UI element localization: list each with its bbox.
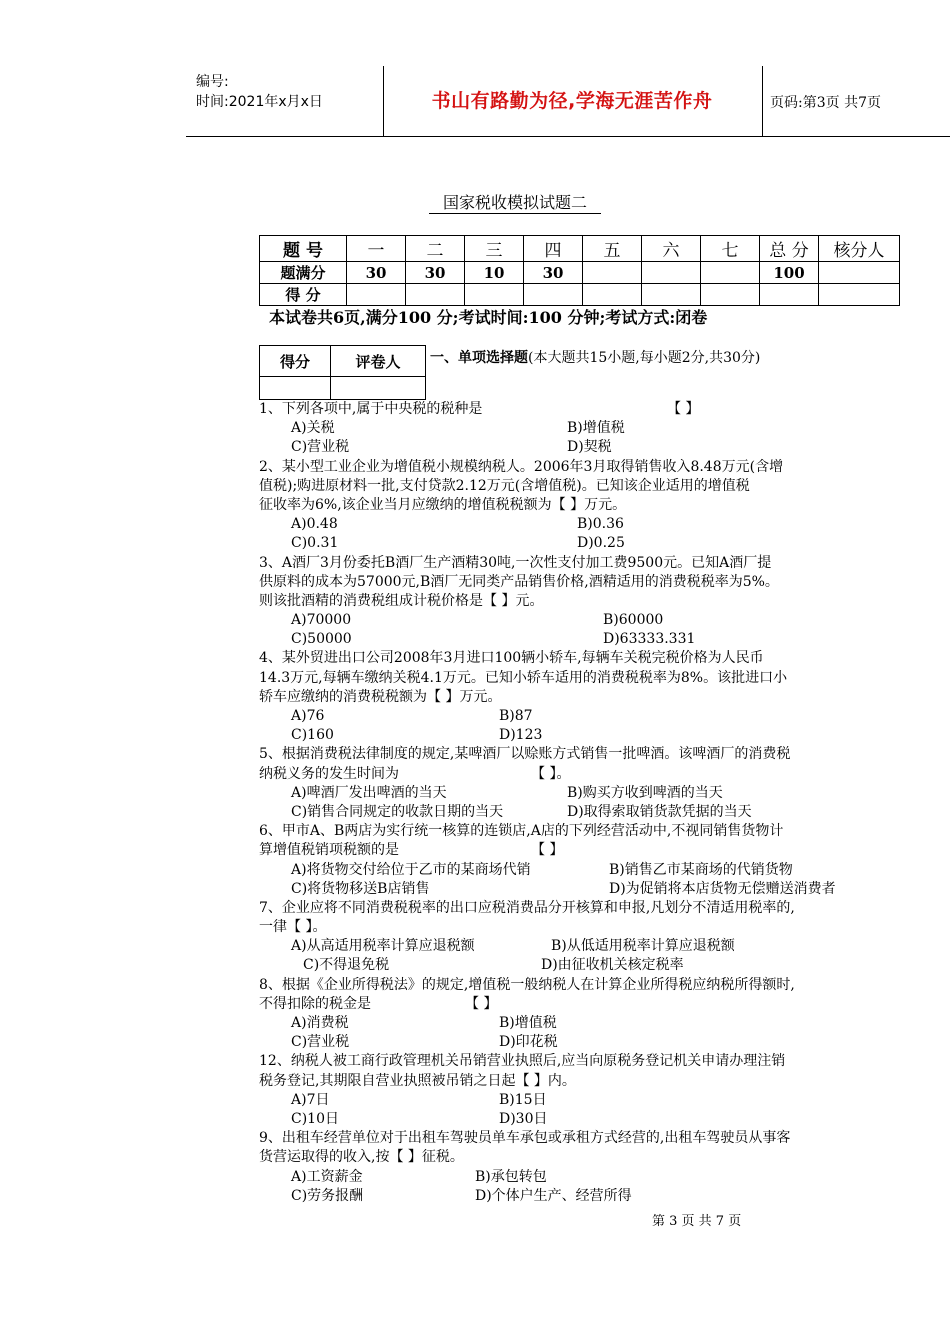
question-line: 9、出租车经营单位对于出租车驾驶员单车承包或承租方式经营的,出租车驾驶员从事客 xyxy=(259,1130,791,1147)
option-d[interactable]: D)0.25 xyxy=(577,535,625,552)
option-row xyxy=(259,1091,919,1110)
option-row xyxy=(259,1014,919,1033)
section-note: (本大题共15小题,每小题2分,共30分) xyxy=(528,350,761,366)
grading-grader-label: 评卷人 xyxy=(331,346,426,377)
score-table xyxy=(259,235,900,306)
question-line: 12、纳税人被工商行政管理机关吊销营业执照后,应当向原税务登记机关申请办理注销 xyxy=(259,1053,786,1070)
option-d[interactable]: D)为促销将本店货物无偿赠送消费者 xyxy=(609,880,836,897)
grading-grader-cell[interactable] xyxy=(331,377,426,400)
section-title: 一、单项选择题 xyxy=(430,350,528,366)
grading-box xyxy=(259,345,426,400)
question-line xyxy=(259,841,919,860)
option-d[interactable]: D)个体户生产、经营所得 xyxy=(475,1187,632,1204)
obtained-score-cell[interactable] xyxy=(406,284,465,306)
option-b[interactable]: B)60000 xyxy=(603,612,664,629)
grading-score-cell[interactable] xyxy=(260,377,331,400)
question-line: 4、某外贸进出口公司2008年3月进口100辆小轿车,每辆车关税完税价格为人民币 xyxy=(259,650,764,667)
obtained-score-cell[interactable] xyxy=(642,284,701,306)
option-row xyxy=(259,419,919,438)
header-divider xyxy=(762,66,763,136)
option-a[interactable]: A)76 xyxy=(291,708,325,724)
column-header: 总 分 xyxy=(760,236,819,262)
option-row xyxy=(259,1033,919,1052)
question-text: 1、下列各项中,属于中央税的税种是 xyxy=(259,401,483,417)
obtained-score-cell[interactable] xyxy=(524,284,583,306)
header-meta xyxy=(196,72,323,112)
option-d[interactable]: D)由征收机关核定税率 xyxy=(541,957,684,974)
exam-title xyxy=(0,190,950,214)
obtained-score-cell[interactable] xyxy=(583,284,642,306)
option-row xyxy=(259,707,919,726)
option-row xyxy=(259,861,919,880)
option-c[interactable]: C)160 xyxy=(291,727,334,744)
answer-bracket[interactable]: 【 】。 xyxy=(531,765,571,782)
id-label: 编号: xyxy=(196,74,229,90)
option-row xyxy=(259,534,919,553)
full-score-cell xyxy=(642,262,701,284)
option-b[interactable]: B)购买方收到啤酒的当天 xyxy=(567,784,723,801)
row-label: 得 分 xyxy=(260,284,347,306)
option-row xyxy=(259,1110,919,1129)
option-a[interactable]: A)0.48 xyxy=(291,516,338,533)
grading-score-label: 得分 xyxy=(260,346,331,377)
option-c[interactable]: C)销售合同规定的收款日期的当天 xyxy=(291,803,504,820)
column-header: 核分人 xyxy=(819,236,900,262)
option-row xyxy=(259,1168,919,1187)
question-line: 征收率为6%,该企业当月应缴纳的增值税税额为【 】万元。 xyxy=(259,496,627,513)
full-score-cell: 30 xyxy=(524,262,583,284)
option-a[interactable]: A)将货物交付给位于乙市的某商场代销 xyxy=(291,861,531,878)
option-c[interactable]: C)不得退免税 xyxy=(303,957,390,974)
question-line: 供原料的成本为57000元,B酒厂无同类产品销售价格,酒精适用的消费税税率为5%。 xyxy=(259,573,779,590)
time-label: 时间:2021年x月x日 xyxy=(196,94,323,110)
column-header: 三 xyxy=(465,236,524,262)
question-line: 7、企业应将不同消费税税率的出口应税消费品分开核算和申报,凡划分不清适用税率的, xyxy=(259,899,795,916)
option-row xyxy=(259,630,919,649)
option-c[interactable]: C)劳务报酬 xyxy=(291,1187,364,1204)
section-heading xyxy=(430,347,760,367)
option-a[interactable]: A)70000 xyxy=(291,612,352,629)
obtained-score-cell[interactable] xyxy=(347,284,406,306)
option-b[interactable]: B)销售乙市某商场的代销货物 xyxy=(609,861,793,878)
full-score-cell xyxy=(819,262,900,284)
row-label: 题 号 xyxy=(260,236,347,262)
option-a[interactable]: A)从高适用税率计算应退税额 xyxy=(291,938,475,955)
obtained-score-cell[interactable] xyxy=(760,284,819,306)
question-line xyxy=(259,995,919,1014)
option-a[interactable]: A)啤酒厂发出啤酒的当天 xyxy=(291,784,447,801)
option-row xyxy=(259,438,919,457)
option-b[interactable]: B)承包转包 xyxy=(475,1168,547,1185)
full-score-cell xyxy=(583,262,642,284)
full-score-cell: 30 xyxy=(347,262,406,284)
option-a[interactable]: A)关税 xyxy=(291,420,335,437)
column-header: 一 xyxy=(347,236,406,262)
option-b[interactable]: B)15日 xyxy=(499,1091,547,1108)
column-header: 四 xyxy=(524,236,583,262)
option-row xyxy=(259,726,919,745)
question-line: 2、某小型工业企业为增值税小规模纳税人。2006年3月取得销售收入8.48万元(含增 xyxy=(259,458,784,475)
question-line: 3、A酒厂3月份委托B酒厂生产酒精30吨,一次性支付加工费9500元。已知A酒厂提 xyxy=(259,554,772,571)
option-d[interactable]: D)印花税 xyxy=(499,1034,558,1051)
question-line: 税务登记,其期限自营业执照被吊销之日起【 】内。 xyxy=(259,1072,576,1089)
option-row xyxy=(259,1187,919,1206)
row-label: 题满分 xyxy=(260,262,347,284)
column-header: 七 xyxy=(701,236,760,262)
score-table-obtained-row xyxy=(260,284,900,306)
option-row xyxy=(259,784,919,803)
option-row xyxy=(259,937,919,956)
option-b[interactable]: B)增值税 xyxy=(567,420,625,437)
header-motto: 书山有路勤为径,学海无涯苦作舟 xyxy=(431,90,713,112)
option-row xyxy=(259,803,919,822)
option-a[interactable]: A)消费税 xyxy=(291,1015,349,1031)
question-line: 轿车应缴纳的消费税税额为【 】万元。 xyxy=(259,688,502,705)
answer-bracket[interactable]: 【 】 xyxy=(667,401,700,417)
question-line: 一律【 】。 xyxy=(259,919,327,936)
column-header: 五 xyxy=(583,236,642,262)
score-table-header-row xyxy=(260,236,900,262)
obtained-score-cell[interactable] xyxy=(465,284,524,306)
answer-bracket[interactable]: 【 】 xyxy=(465,995,498,1012)
full-score-cell: 100 xyxy=(760,262,819,284)
option-c[interactable]: C)0.31 xyxy=(291,535,339,552)
option-row xyxy=(259,956,919,975)
option-a[interactable]: A)工资薪金 xyxy=(291,1168,363,1185)
question-line xyxy=(259,765,919,784)
question-line: 8、根据《企业所得税法》的规定,增值税一般纳税人在计算企业所得税应纳税所得额时, xyxy=(259,976,795,993)
full-score-cell: 10 xyxy=(465,262,524,284)
option-row xyxy=(259,515,919,534)
question-list xyxy=(259,400,919,1206)
question-text: 不得扣除的税金是 xyxy=(259,995,371,1012)
column-header: 六 xyxy=(642,236,701,262)
option-d[interactable]: D)123 xyxy=(499,727,543,744)
answer-bracket[interactable]: 【 】 xyxy=(531,842,564,859)
question-line: 5、根据消费税法律制度的规定,某啤酒厂以赊账方式销售一批啤酒。该啤酒厂的消费税 xyxy=(259,746,791,763)
page-footer: 第 3 页 共 7 页 xyxy=(652,1214,742,1229)
column-header: 二 xyxy=(406,236,465,262)
option-c[interactable]: C)10日 xyxy=(291,1110,339,1127)
obtained-score-cell[interactable] xyxy=(701,284,760,306)
option-b[interactable]: B)从低适用税率计算应退税额 xyxy=(551,938,735,955)
option-c[interactable]: C)50000 xyxy=(291,631,352,648)
option-c[interactable]: C)营业税 xyxy=(291,439,350,456)
page-indicator: 页码:第3页 共7页 xyxy=(770,95,881,111)
exam-info: 本试卷共6页,满分100 分;考试时间:100 分钟;考试方式:闭卷 xyxy=(269,308,708,327)
question-line: 货营运取得的收入,按【 】征税。 xyxy=(259,1149,464,1166)
option-b[interactable]: B)87 xyxy=(499,708,533,724)
option-d[interactable]: D)30日 xyxy=(499,1110,548,1127)
question-text: 纳税义务的发生时间为 xyxy=(259,765,399,782)
option-d[interactable]: D)63333.331 xyxy=(603,631,696,648)
question-line: 14.3万元,每辆车缴纳关税4.1万元。已知小轿车适用的消费税税率为8%。该批进口小 xyxy=(259,669,788,686)
exam-title-text: 国家税收模拟试题二 xyxy=(429,190,601,214)
question-line: 值税);购进原材料一批,支付贷款2.12万元(含增值税)。已知该企业适用的增值税 xyxy=(259,477,750,494)
question-line: 6、甲市A、B两店为实行统一核算的连锁店,A店的下列经营活动中,不视同销售货物计 xyxy=(259,823,784,840)
option-c[interactable]: C)将货物移送B店销售 xyxy=(291,880,430,897)
option-row xyxy=(259,611,919,630)
option-a[interactable]: A)7日 xyxy=(291,1091,330,1108)
option-b[interactable]: B)0.36 xyxy=(577,516,624,533)
page-header xyxy=(186,66,950,137)
question-line: 则该批酒精的消费税组成计税价格是【 】元。 xyxy=(259,592,544,609)
score-table-full-row xyxy=(260,262,900,284)
question-text: 算增值税销项税额的是 xyxy=(259,842,399,859)
option-d[interactable]: D)契税 xyxy=(567,439,612,456)
obtained-score-cell[interactable] xyxy=(819,284,900,306)
option-b[interactable]: B)增值税 xyxy=(499,1015,557,1031)
full-score-cell: 30 xyxy=(406,262,465,284)
question-line xyxy=(259,400,919,419)
option-d[interactable]: D)取得索取销货款凭据的当天 xyxy=(567,803,752,820)
full-score-cell xyxy=(701,262,760,284)
option-c[interactable]: C)营业税 xyxy=(291,1034,350,1051)
option-row xyxy=(259,880,919,899)
